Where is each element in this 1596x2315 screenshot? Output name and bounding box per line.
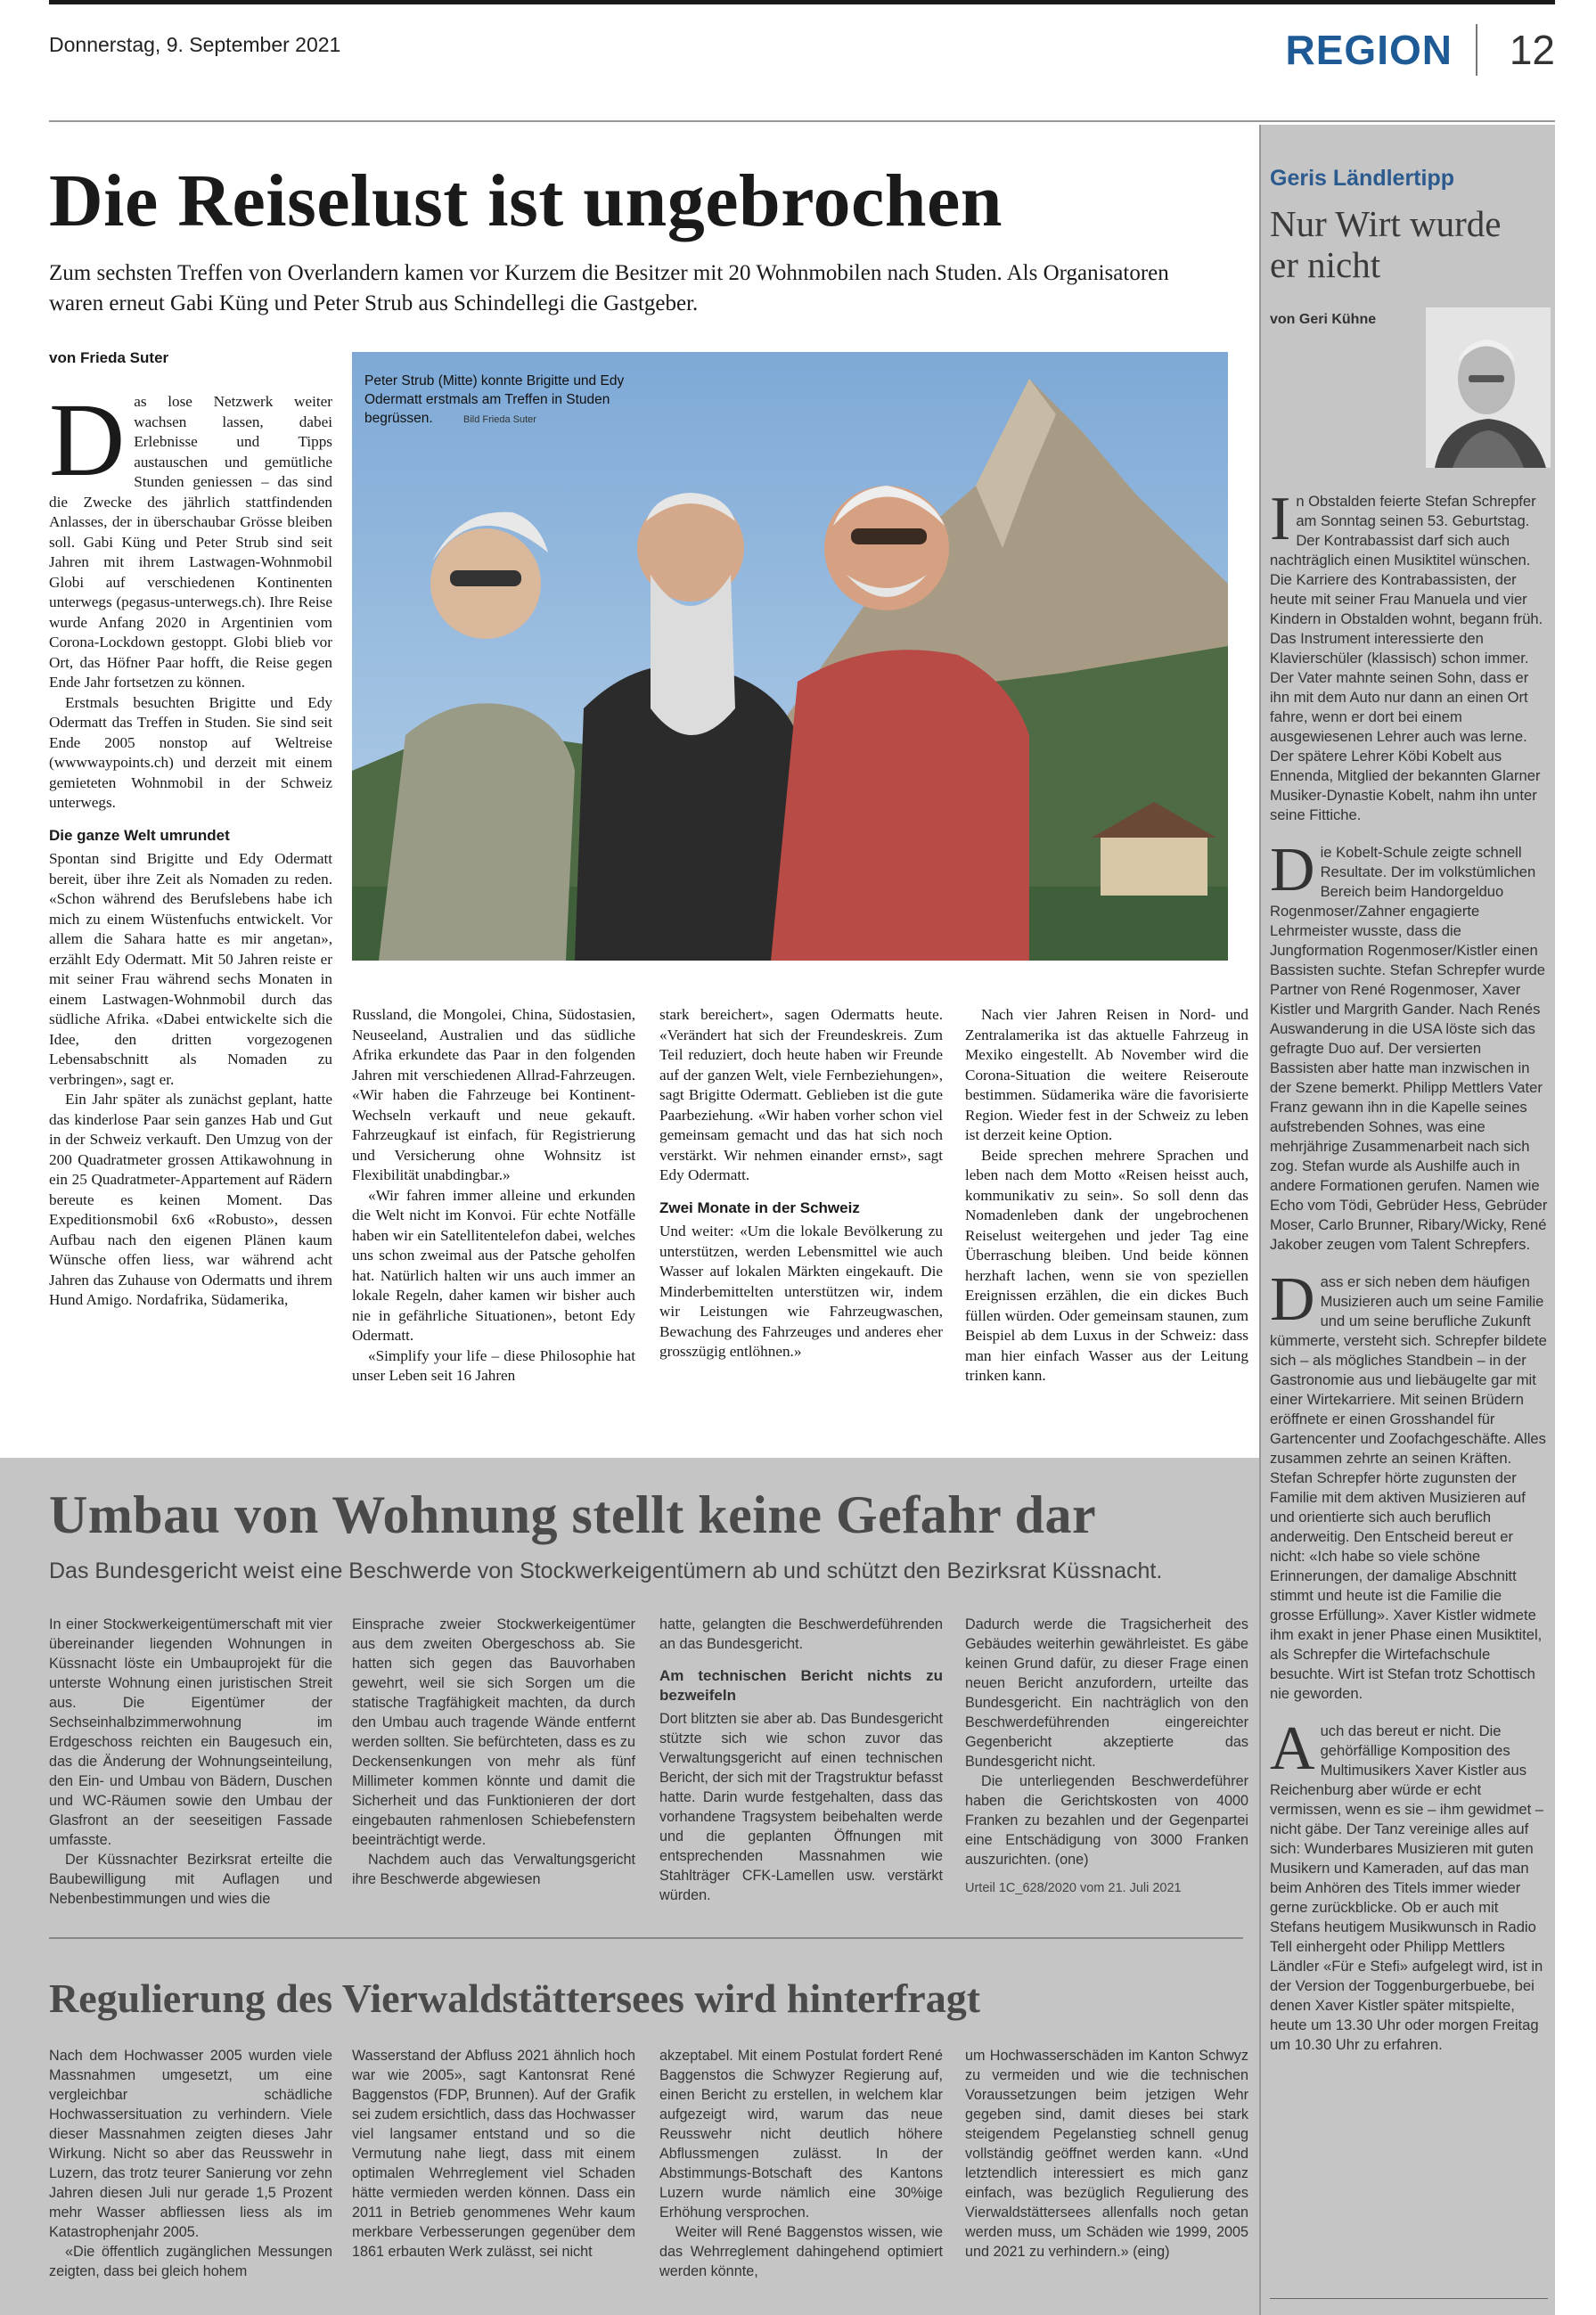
paragraph-text: uch das bereut er nicht. Die gehörfällige Komposition des Multimusikers Xaver Kistler aus Reichenburg aber würde er echt vermissen, wenn es sie – ihm gewidmet – nicht gäbe. Der Tanz vereinige alles auf sich: Wunderbares Musizieren mit guten Musikern und Kameraden, auf das man beim Anhören des Titels immer wieder gerne zurückblicke. Ob er auch mit Stefans heutigem Musikwunsch in Radio Tell einhergeht oder Philipp Mettlers Ländler «Für e Stefi» aufgelegt wird, ist in der Version der Toggenburgerbuebe, bei denen Xaver Kistler später mitspielte, heute um 13.30 Uhr oder morgen Freitag um 10.30 Uhr zu erfahren. xyxy=(1270,1722,1544,2053)
article3-column-4 xyxy=(965,2046,1248,2262)
paragraph xyxy=(49,381,332,693)
article2-column-1 xyxy=(49,1615,332,1909)
page-number: 12 xyxy=(1509,27,1555,73)
paragraph: Der Küssnachter Bezirksrat erteilte die Baubewilligung mit Auflagen und Nebenbestimmungen und wies die xyxy=(49,1852,332,1907)
paragraph-text: ie Kobelt-Schule zeigte schnell Resultate. Der im volkstümlichen Bereich beim Handorgelduo Rogenmoser/Zahner engagierte Lehrmeister wusste, dass die Jungformation Rogenmoser/Kistler einen Bassisten suchte. Stefan Schrepfer wurde Partner von René Rogenmoser, Xaver Kistler und Margrith Gander. Nach Renés Auswanderung in die USA löste sich das gefragte Duo auf. Der versierten Bassisten aber hatte man inzwischen in der Szene bemerkt. Philipp Mettlers Vater Franz gewann ihn in die Kapelle seines aufstrebenden Sohnes, was eine mehrjährige Zusammenarbeit nach sich zog. Stefan wurde als Aushilfe auch in andere Formationen gerufen. Namen wie Echo vom Tödi, Gebrüder Hess, Gebrüder Moser, Carlo Brunner, Ribary/Wicky, René Jakober zeugen vom Talent Schrepfers. xyxy=(1270,844,1548,1253)
paragraph: Nach dem Hochwasser 2005 wurden viele Massnahmen umgesetzt, um eine vergleichbar schädliche Hochwassersituation zu verhindern. Viele dieser Massnahmen zeigten dieses Jahr Wirkung. Nicht so aber das Reusswehr in Luzern, das trotz teurer Sanierung vor zehn Jahren diesen Juli nur gerade 1,5 Prozent mehr Wasser abfliessen liess als im Katastrophenjahr 2005. xyxy=(49,2048,332,2240)
issue-date: Donnerstag, 9. September 2021 xyxy=(49,33,341,56)
paragraph: Erstmals besuchten Brigitte und Edy Odermatt das Treffen in Studen. Sie sind seit Ende 2005 nonstop auf Weltreise (wwwwaypoints.ch) und derzeit mit einem gemieteten Wohnmobil in der Schweiz unterwegs. xyxy=(49,693,332,811)
paragraph: «Wir fahren immer alleine und erkunden die Welt nicht im Konvoi. Für echte Notfälle haben wir ein Satellitentelefon dabei, welches uns schon zweimal aus der Patsche geholfen hat. Natürlich halten wir uns auch immer an lokale Regeln, daher kamen wir bisher auch nie in gefährliche Situationen», betont Edy Odermatt. xyxy=(352,1186,635,1344)
article2-column-4 xyxy=(965,1615,1248,1898)
article-title: Umbau von Wohnung stellt keine Gefahr dar xyxy=(49,1485,1097,1544)
article-photo xyxy=(352,352,1228,961)
author-portrait xyxy=(1426,307,1551,468)
subheading: Die ganze Welt umrundet xyxy=(49,826,230,844)
paragraph: Russland, die Mongolei, China, Südostasien, Neuseeland, Australien und das südliche Afrika erkundete das Paar in den folgenden Jahren mit verschiedenen Allrad-Fahrzeugen. «Wir haben die Fahrzeuge bei Kontinent-Wechseln verkauft und neue gekauft. Fahrzeugkauf ist einfach, für Registrierung und Versicherung ohne Wohnsitz ist Flexibilität unabdingbar.» xyxy=(352,1006,635,1183)
paragraph xyxy=(1270,1265,1548,1704)
sidebar-byline: von Geri Kühne xyxy=(1270,312,1377,327)
paragraph: akzeptabel. Mit einem Postulat fordert René Baggenstos die Schwyzer Regierung auf, einen Bericht zu erstellen, in welchem klar aufgezeigt wird, warum das neue Reusswehr nicht deutlich höhere Abflussmengen zulässt. In der Abstimmungs-Botschaft des Kantons Luzern wurde nämlich eine 30%ige Erhöhung versprochen. xyxy=(659,2048,943,2221)
paragraph: Weiter will René Baggenstos wissen, wie das Wehrreglement dahingehend optimiert werden könnte, xyxy=(659,2224,943,2279)
subheading: Zwei Monate in der Schweiz xyxy=(659,1198,860,1216)
paragraph: Nachdem auch das Verwaltungsgericht ihre Beschwerde abgewiesen xyxy=(352,1852,635,1887)
article-lead: Das Bundesgericht weist eine Beschwerde von Stockwerkeigentümern ab und schützt den Bezirksrat Küssnacht. xyxy=(49,1558,1163,1583)
drop-cap: D xyxy=(1270,1265,1315,1334)
header-divider xyxy=(1476,24,1477,76)
paragraph: hatte, gelangten die Beschwerdeführenden an das Bundesgericht. xyxy=(659,1616,943,1652)
paragraph-text: n Obstalden feierte Stefan Schrepfer am Sonntag seinen 53. Geburtstag. Der Kontrabassist darf sich auch nachträglich einen Musiktitel wünschen. Die Karriere des Kontrabassisten, der heute mit seiner Frau Manuela und vier Kindern in Obstalden wohnt, begann früh. Das Instrument interessierte den Klavierschüler (klassisch) schon immer. Der Vater mahnte seinen Sohn, dass er ihn mit dem Auto nur dann an einen Ort fahre, wenn er dort bei einem ausgewiesenen Lehrer auch was lerne. Der spätere Lehrer Köbi Kobelt aus Ennenda, Mitglied der bekannten Glarner Musiker-Dynastie Kobelt, nahm ihn unter seine Fittiche. xyxy=(1270,493,1543,823)
sidebar-bottom-rule xyxy=(1270,2298,1548,2299)
section-label: REGION xyxy=(1285,27,1453,73)
article-title: Regulierung des Vierwaldstättersees wird hinterfragt xyxy=(49,1976,981,2021)
article3-column-1 xyxy=(49,2046,332,2281)
sidebar-column xyxy=(1259,125,1555,2315)
paragraph xyxy=(1270,485,1548,825)
paragraph: In einer Stockwerkeigentümerschaft mit vier übereinander liegenden Wohnungen in Küssnacht löste ein Umbauprojekt für die unterste Wohnung einen juristischen Streit aus. Die Eigentümer der Sechseinhalbzimmerwohnung im Erdgeschoss reichten ein Baugesuch ein, das die Änderung der Wohnungseinteilung, den Ein- und Umbau von Bädern, Duschen und WC-Räumen sowie den Umbau der Glasfront an der seeseitigen Fassade umfasste. xyxy=(49,1616,332,1848)
sidebar-text xyxy=(1270,485,1548,2073)
page-header xyxy=(49,4,1555,122)
paragraph: Die unterliegenden Beschwerdeführer haben die Gerichtskosten von 4000 Franken zu bezahlen und der Gegenpartei eine Entschädigung von 3000 Franken auszurichten. (one) xyxy=(965,1773,1248,1868)
article-byline: von Frieda Suter xyxy=(49,349,169,366)
verdict-reference: Urteil 1C_628/2020 vom 21. Juli 2021 xyxy=(965,1881,1182,1895)
photo-credit: Bild Frieda Suter xyxy=(463,414,536,425)
paragraph: stark bereichert», sagen Odermatts heute. «Verändert hat sich der Freundeskreis. Zum Teil reduziert, doch heute haben wir Freunde auf der ganzen Welt, viele Fernbeziehungen», sagt Brigitte Odermatt. Geblieben ist die gute Paarbeziehung. «Wir haben vorher schon viel gemeinsam gemacht und das hat sich noch verstärkt. Wir nehmen einander ernst», sagt Edy Odermatt. xyxy=(659,1006,943,1183)
paragraph xyxy=(1270,836,1548,1255)
paragraph: Dort blitzten sie aber ab. Das Bundesgericht stützte sich wie schon zuvor das Verwaltungsgericht auf einen technischen Bericht, der sich mit der Tragstruktur befasst hatte. Darin wurde festgehalten, dass das vorhandene Tragsystem beibehalten werde und die geplanten Öffnungen mit entsprechenden Massnahmen wie Stahlträger CFK-Lamellen usw. verstärkt würden. xyxy=(659,1711,943,1903)
article3-column-3 xyxy=(659,2046,943,2281)
paragraph: «Die öffentlich zugänglichen Messungen zeigten, dass bei gleich hohem xyxy=(49,2244,332,2279)
sidebar-title: Nur Wirt wurde er nicht xyxy=(1270,203,1502,285)
drop-cap: D xyxy=(1270,836,1315,904)
sidebar-kicker: Geris Ländlertipp xyxy=(1270,166,1454,191)
photo-caption xyxy=(364,372,641,429)
paragraph: Einsprache zweier Stockwerkeigentümer aus dem zweiten Obergeschoss ab. Sie hatten sich gegen das Bauvorhaben gewehrt, weil sie sich Sorgen um die statische Tragfähigkeit machten, da durch den Umbau auch tragende Wände entfernt werden sollten. Sie befürchteten, dass es zu Deckensenkungen von mehr als fünf Millimeter kommen könnte und damit die Sicherheit und das Funktionieren der dort eingebauten rahmenlosen Schiebefenstern beeinträchtigt werde. xyxy=(352,1616,635,1848)
paragraph: Nach vier Jahren Reisen in Nord- und Zentralamerika ist das aktuelle Fahrzeug in Mexiko eingestellt. Ab November wird die Corona-Situation die weitere Reiseroute bestimmen. Südamerika wäre die favorisierte Region. Wieder fest in der Schweiz zu leben ist derzeit keine Option. xyxy=(965,1006,1248,1143)
paragraph: Dadurch werde die Tragsicherheit des Gebäudes weiterhin gewährleistet. Es gäbe keinen Grund dafür, zu dieser Frage einen neuen Bericht anzufordern, urteilte das Bundesgericht. Ein nachträglich von den Beschwerdeführenden eingereichter Gegenbericht akzeptierte das Bundesgericht nicht. xyxy=(965,1616,1248,1770)
subheading: Am technischen Bericht nichts zu bezweifeln xyxy=(659,1667,943,1704)
article2-column-2 xyxy=(352,1615,635,1889)
grey-section xyxy=(0,1458,1259,2315)
photo-image xyxy=(352,352,1228,961)
article-column-1 xyxy=(49,381,332,1311)
paragraph xyxy=(1270,1714,1548,2055)
caption-text: Peter Strub (Mitte) konnte Brigitte und Edy Odermatt erstmals am Treffen in Studen begrüssen. xyxy=(364,373,625,426)
paragraph: Ein Jahr später als zunächst geplant, hatte das kinderlose Paar sein ganzes Hab und Gut in der Schweiz verkauft. Den Umzug von der 200 Quadratmeter grossen Attikawohnung in ein 25 Quadratmeter-Appartement auf Rädern bereute es keinen Moment. Das Expeditionsmobil 6x6 «Robusto», dessen Aufbau nach den eigenen Plänen kaum Wünsche offen liess, war während acht Jahren das Zuhause von Odermatts und ihrem Hund Amigo. Nordafrika, Südamerika, xyxy=(49,1091,332,1308)
drop-cap: I xyxy=(1270,485,1291,553)
header-rule xyxy=(49,120,1555,122)
paragraph-text: ass er sich neben dem häufigen Musizieren auch um seine Familie und um seine berufliche Zukunft kümmerte, versteht sich. Schrepfer bildete sich – als mögliches Standbein – in der Gastronomie aus und liebäugelte gar mit einer Wirtekarriere. Mit seinen Brüdern eröffnete er einen Grosshandel für Gartencenter und Zoofachgeschäfte. Alles zusammen zehrte an seinen Kräften. Stefan Schrepfer hörte zugunsten der Familie mit dem aktiven Musizieren auf und orientierte sich auch beruflich anderweitig. Den Entscheid bereut er nicht: «Ich habe so viele schöne Erinnerungen, der damalige Abschnitt stimmt und heute ist die Familie die grosse Erfüllung». Xaver Kistler widmete ihm exakt in jener Phase einen Musiktitel, als Schrepfer die Wirtefachschule besuchte. Wirt ist Stefan trotz Schottisch nie geworden. xyxy=(1270,1273,1547,1702)
portrait-image xyxy=(1426,307,1551,468)
paragraph: Wasserstand der Abfluss 2021 ähnlich hoch war wie 2005», sagt Kantonsrat René Baggenstos (FDP, Brunnen). Auf der Grafik sei zudem ersichtlich, dass das Hochwasser viel langsamer entstand und so die Vermutung nahe liegt, dass mit einem optimalen Wehrreglement viel Schaden hätte vermieden werden können. Dass ein 2011 in Betrieb genommenes Wehr kaum merkbare Verbesserungen gegenüber dem 1861 erbauten Werk zulässt, sei nicht xyxy=(352,2048,635,2260)
paragraph: Beide sprechen mehrere Sprachen und leben nach dem Motto «Reisen heisst auch, kommunikativ zu sein». So soll denn das Nomadenleben dank der ungebrochenen Reiselust weitergehen und jeder Tag eine Überraschung bleiben. Und beide können herzhaft lachen, wenn sie von speziellen Ereignissen erzählen, die ein dickes Buch füllen würden. Oder gemeinsam staunen, zum Beispiel ab dem Luxus in der Schweiz: dass man hier einfach Wasser aus der Leitung trinken kann. xyxy=(965,1146,1248,1384)
paragraph-text: as lose Netzwerk weiter wachsen lassen, dabei Erlebnisse und Tipps austauschen und gemütliche Stunden geniessen – das sind die Zwecke des jährlich stattfindenden Anlasses, der in überschaubar Grösse bleiben soll. Gabi Küng und Peter Strub sind seit Jahren mit ihrem Lastwagen-Wohnmobil Globi auf verschiedenen Kontinenten unterwegs (pegasus-unterwegs.ch). Ihre Reise wurde Anfang 2020 in Argentinien vom Corona-Lockdown gestoppt. Globi blieb vor Ort, das Höfner Paar hofft, die Reise gegen Ende Jahr fortsetzen zu können. xyxy=(49,393,332,691)
drop-cap: D xyxy=(49,381,126,498)
article3-column-2 xyxy=(352,2046,635,2262)
section-divider xyxy=(49,1937,1243,1939)
paragraph: Und weiter: «Um die lokale Bevölkerung zu unterstützen, werden Lebensmittel wie auch Wasser auf lokalen Märkten eingekauft. Die Minderbemittelten unterstützen wir, indem wir Leistungen wie Fahrzeugwaschen, Bewachung des Fahrzeuges und anderes eher grosszügig entlöhnen.» xyxy=(659,1223,943,1360)
article-title: Die Reiselust ist ungebrochen xyxy=(49,160,1003,242)
article-column-4 xyxy=(965,1005,1248,1387)
article-lead: Zum sechsten Treffen von Overlandern kamen vor Kurzem die Besitzer mit 20 Wohnmobilen nach Studen. Als Organisatoren waren erneut Gabi Küng und Peter Strub aus Schindellegi die Gastgeber. xyxy=(49,261,1169,315)
drop-cap: A xyxy=(1270,1714,1315,1783)
paragraph: «Simplify your life – diese Philosophie hat unser Leben seit 16 Jahren xyxy=(352,1346,635,1384)
paragraph: Spontan sind Brigitte und Edy Odermatt bereit, über ihre Zeit als Nomaden zu reden. «Schon während des Berufslebens habe ich mich zu einem Wüstenfuchs entwickelt. Vor allem die Sahara hatte es mir angetan», erzählt Edy Odermatt. Mit 50 Jahren reiste er mit seiner Frau während sechs Monaten in einem Lastwagen-Wohnmobil durch das südliche Afrika. «Dabei entwickelte sich die Idee, den dritten vorgezogenen Lebensabschnitt als Nomaden zu verbringen», sagt er. xyxy=(49,850,332,1088)
article2-column-3 xyxy=(659,1615,943,1905)
article-column-3 xyxy=(659,1005,943,1362)
paragraph: um Hochwasserschäden im Kanton Schwyz zu vermeiden und wie die technischen Voraussetzungen beim jetzigen Wehr gegeben sind, damit dieses bei stark steigendem Pegelanstieg schnell genug vollständig geöffnet werden kann. «Und letztendlich interessiert es mich ganz einfach, was bezüglich Regulierung des Vierwaldstättersees allenfalls noch getan werden muss, um Schäden wie 1999, 2005 und 2021 zu verhindern.» (eing) xyxy=(965,2048,1248,2260)
article-column-2 xyxy=(352,1005,635,1387)
